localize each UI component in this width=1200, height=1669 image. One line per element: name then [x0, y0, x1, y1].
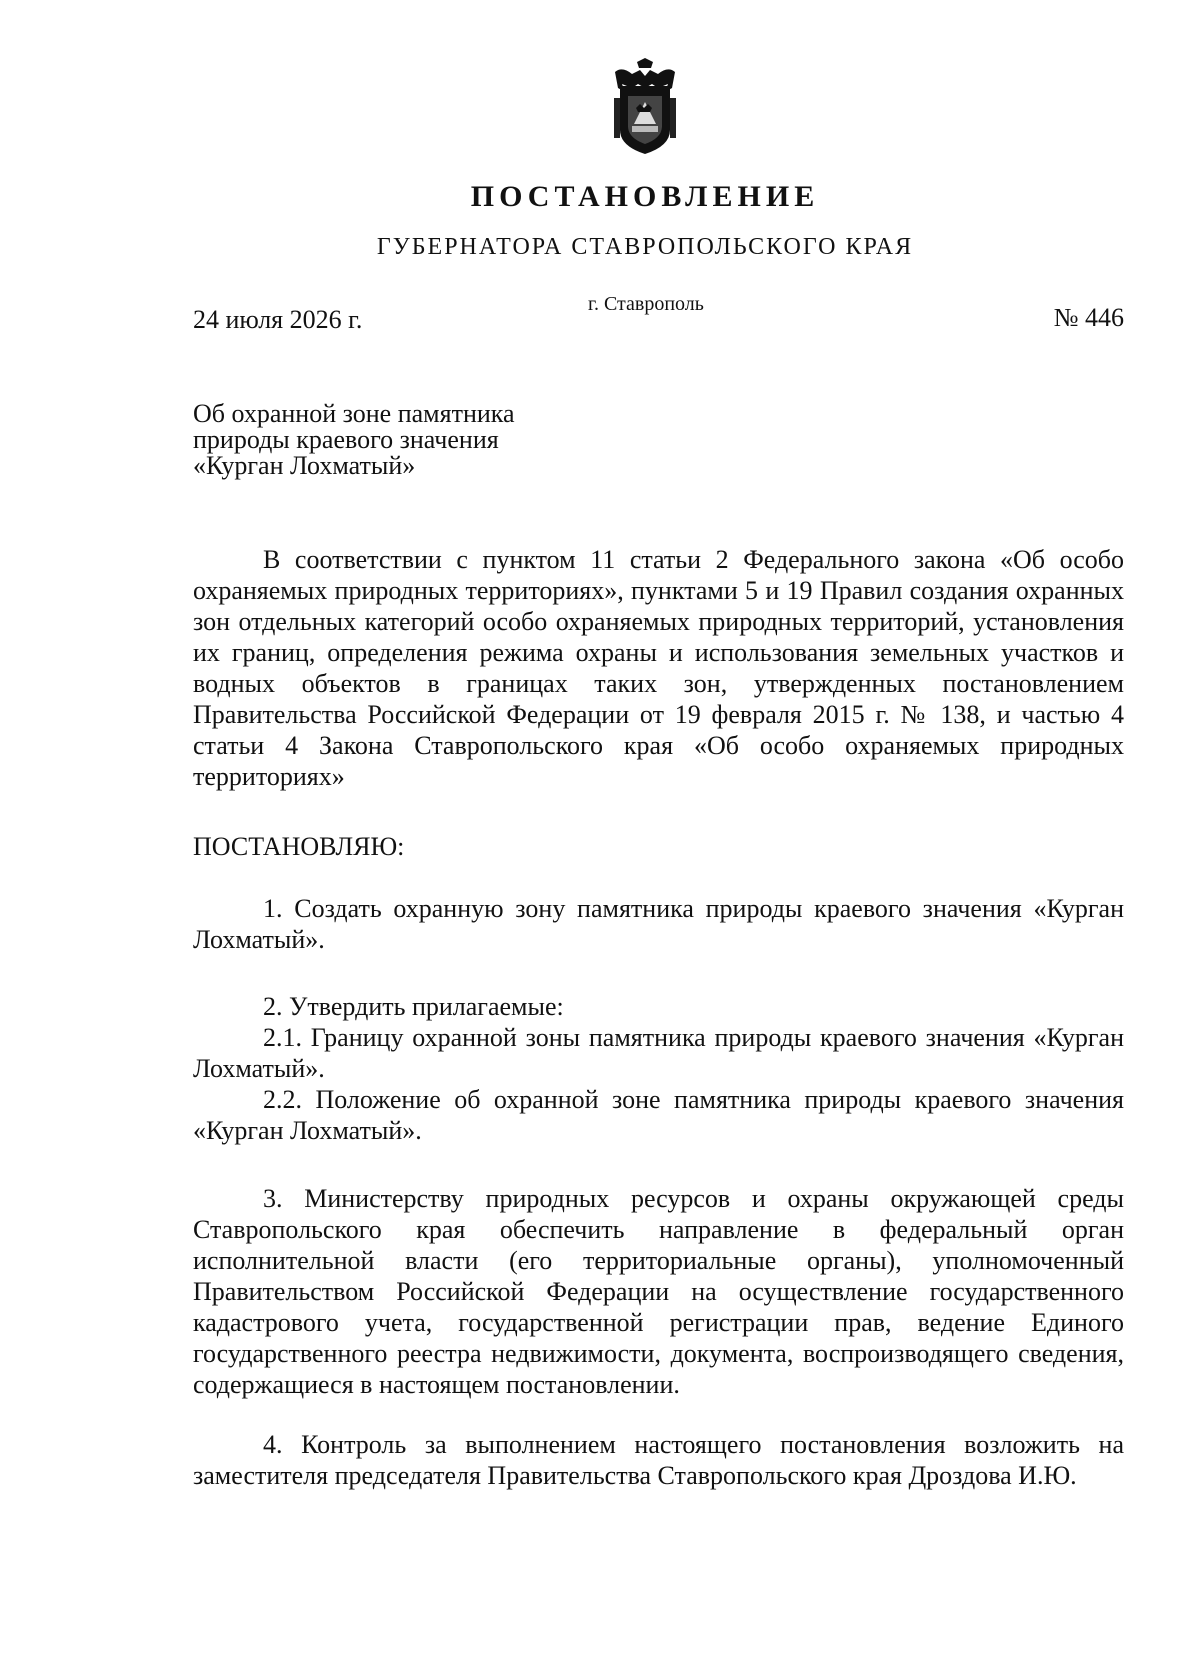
decree-word: ПОСТАНОВЛЯЮ:: [193, 832, 405, 861]
item-2-paragraph: 2. Утвердить прилагаемые:: [263, 992, 564, 1021]
subject-line: «Курган Лохматый»: [193, 451, 416, 480]
item-2-block: [193, 991, 1124, 1146]
stavropol-coat-of-arms-icon: [610, 58, 680, 158]
item-4-paragraph: 4. Контроль за выполнением настоящего постановления возложить на заместителя председателя Правительства Ставропольского края Дроздова И.Ю.: [193, 1430, 1124, 1490]
item-1-paragraph: 1. Создать охранную зону памятника природы краевого значения «Курган Лохматый».: [193, 894, 1124, 954]
document-date: 24 июля 2026 г.: [193, 305, 363, 334]
item-2-1-paragraph: 2.1. Границу охранной зоны памятника природы краевого значения «Курган Лохматый».: [193, 1023, 1124, 1083]
document-title: ПОСТАНОВЛЕНИЕ: [470, 180, 820, 213]
item-3-paragraph: 3. Министерству природных ресурсов и охраны окружающей среды Ставропольского края обеспечить направление в федеральный орган исполнительной власти (его территориальные органы), уполномоченный Правительством Российской Федерации на осуществление государственного кадастрового учета, государственной регистрации прав, ведение Единого государственного реестра недвижимости, документа, воспроизводящего сведения, содержащиеся в настоящем постановлении.: [193, 1184, 1124, 1399]
preamble-paragraph: В соответствии с пунктом 11 статьи 2 Федерального закона «Об особо охраняемых природных территориях», пунктами 5 и 19 Правил создания охранных зон отдельных категорий особо охраняемых природных территорий, установления их границ, определения режима охраны и использования земельных участков и водных объектов в границах таких зон, утвержденных постановлением Правительства Российской Федерации от 19 февраля 2015 г. № 138, и частью 4 статьи 4 Закона Ставропольского края «Об особо охраняемых природных территориях»: [193, 545, 1124, 791]
document-subject: [193, 401, 613, 479]
subject-line: Об охранной зоне памятника: [193, 399, 515, 428]
subject-line: природы краевого значения: [193, 425, 499, 454]
item-2-2-paragraph: 2.2. Положение об охранной зоне памятника природы краевого значения «Курган Лохматый».: [193, 1085, 1124, 1145]
document-number: № 446: [1053, 303, 1124, 332]
document-city: г. Ставрополь: [588, 293, 704, 315]
document-subtitle: ГУБЕРНАТОРА СТАВРОПОЛЬСКОГО КРАЯ: [376, 234, 914, 260]
